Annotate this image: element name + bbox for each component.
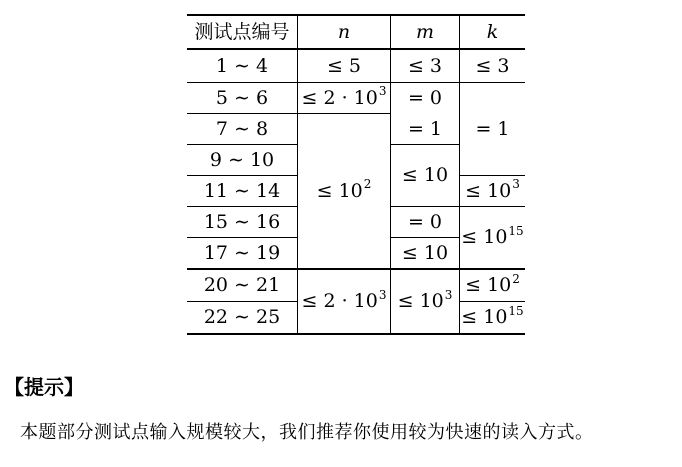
m-limit-cell: ≤ 10 [401, 164, 449, 186]
header-test-id: 测试点编号 [194, 20, 290, 43]
rule-bottom [187, 333, 525, 335]
test-id-cell: 15 ∼ 16 [203, 210, 281, 233]
n-limit-cell: ≤ 10 $^2$ [316, 177, 372, 202]
constraints-table [187, 14, 525, 335]
test-id-cell: 9 ∼ 10 [209, 148, 275, 171]
m-limit-cell: ≤ 10 $^3$ [397, 287, 453, 312]
hint-text: 本题部分测试点输入规模较大，我们推荐你使用较为快速的读入方式。 [20, 422, 594, 443]
n-limit-cell: ≤ 5 [326, 54, 362, 77]
k-limit-cell: ≤ 10 $^3$ [465, 177, 520, 202]
header-m: m [415, 20, 435, 43]
header-n: n [337, 20, 351, 43]
m-limit-cell: ≤ 3 [407, 54, 443, 77]
test-id-cell: 5 ∼ 6 [215, 86, 269, 109]
hint-heading: 【提示】 [4, 375, 84, 399]
k-limit-cell: ≤ 3 [475, 54, 510, 77]
m-limit-cell: = 0 [407, 86, 443, 109]
test-id-cell: 1 ∼ 4 [215, 54, 269, 77]
m-limit-cell: = 1 [407, 117, 443, 140]
k-limit-cell: ≤ 10 $^2$ [465, 271, 520, 296]
m-limit-cell: = 0 [407, 210, 443, 233]
test-id-cell: 11 ∼ 14 [203, 179, 281, 202]
header-k: k [486, 20, 499, 43]
test-id-cell: 7 ∼ 8 [215, 117, 269, 140]
test-id-cell: 20 ∼ 21 [203, 274, 281, 296]
k-limit-cell: ≤ 10 $^{15}$ [461, 223, 524, 248]
n-limit-cell: ≤ 2 · 10 $^3$ [301, 287, 387, 312]
k-limit-cell: = 1 [475, 117, 510, 140]
k-limit-cell: ≤ 10 $^{15}$ [461, 303, 524, 328]
n-limit-cell: ≤ 2 · 10 $^3$ [301, 84, 387, 109]
m-limit-cell: ≤ 10 [401, 241, 449, 264]
test-id-cell: 17 ∼ 19 [203, 241, 281, 264]
test-id-cell: 22 ∼ 25 [203, 306, 281, 328]
